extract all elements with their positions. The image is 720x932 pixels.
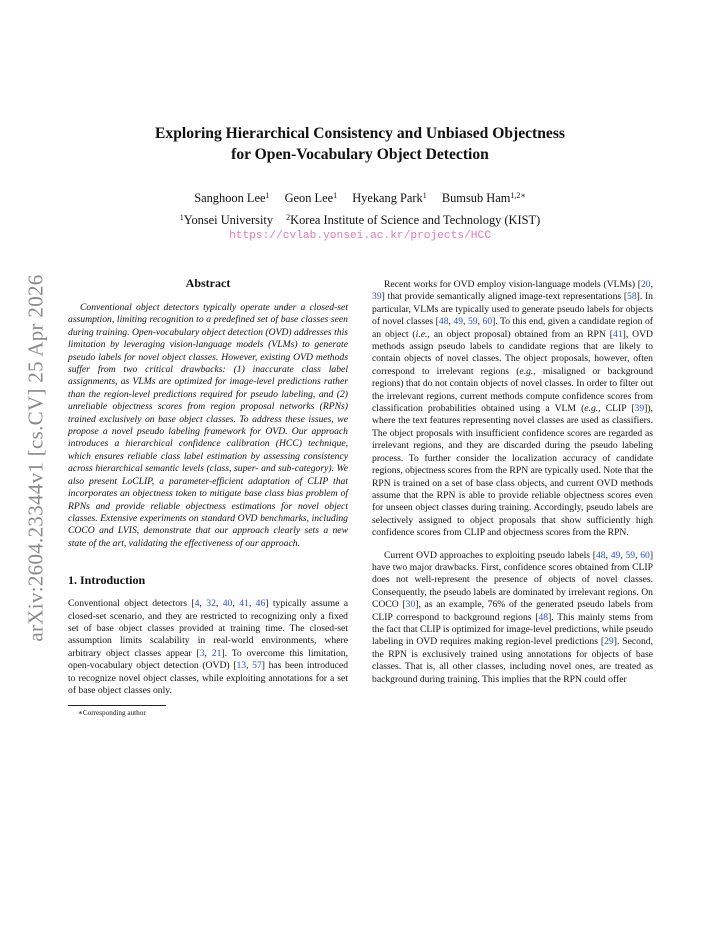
citation-link[interactable]: 48 — [538, 611, 549, 623]
citation-link[interactable]: 60 — [640, 549, 650, 561]
citation-link[interactable]: 49 — [610, 549, 621, 561]
text-run: ], OVD methods assign pseudo labels to candidate regions that are likely to contain objects of novel classes. The object proposals, however, often correspond to irrelevant regions ( — [372, 328, 654, 377]
text-run: , — [232, 598, 240, 610]
citation-link[interactable]: 3 — [199, 647, 205, 659]
text-run: , — [248, 598, 256, 610]
text-run: ] that provide semantically aligned image-text representations [ — [381, 291, 628, 303]
citation-link[interactable]: 21 — [211, 647, 222, 659]
citation-link[interactable]: 57 — [252, 660, 262, 672]
text-run: , — [448, 316, 454, 328]
citation-link[interactable]: 48 — [438, 316, 449, 328]
citation-link[interactable]: 58 — [627, 291, 637, 303]
abstract-heading: Abstract — [185, 276, 231, 290]
author: Sanghoon Lee$^1$ — [194, 191, 270, 205]
arxiv-stamp — [16, 258, 56, 658]
body-paragraph — [372, 550, 653, 686]
author-list — [100, 190, 620, 206]
citation-link[interactable]: 32 — [206, 598, 216, 610]
arxiv-id: arXiv:2604.23344v1 [cs.CV] 25 Apr 2026 — [23, 274, 48, 642]
citation-link[interactable]: 39 — [634, 403, 645, 415]
citation-link[interactable]: 60 — [482, 316, 493, 328]
text-run: , — [204, 647, 212, 659]
text-run: , — [620, 549, 626, 561]
text-run: , — [605, 549, 611, 561]
text-run: ] typically assume a closed-set scenario, and they are restricted to recognizing only a fixed set of base object classes provided at training time. The closed-set assumption limits scalability in real-world environments, where arbitrary object classes appear [ — [68, 598, 349, 659]
author: Geon Lee$^1$ — [284, 191, 338, 205]
text-run: ], as an example, 76% of the generated pseudo labels from CLIP correspond to background regions [ — [372, 599, 653, 623]
affiliation: $^1$Yonsei University — [179, 213, 274, 227]
text-run: ]), where the text features representing novel classes are used as classifiers. The object proposals with insufficient confidence scores are regarded as irrelevant regions, and they are discarded during the pseudo labeling process. To further consider the localization accuracy of candidate regions, objectness scores from the RPN are typically used. Note that the RPN is trained on a set of base class objects, and current OVD methods assume that the RPN is able to provide reliable objectness scores even for unseen object classes during training. Accordingly, pseudo labels are selectively assigned to object proposals that show sufficiently high confidence scores from CLIP and objectness scores from the RPN. — [372, 403, 653, 539]
text-run: , — [477, 316, 483, 328]
citation-link[interactable]: 13 — [236, 660, 247, 672]
citation-link[interactable]: 30 — [405, 599, 416, 611]
text-run: , — [650, 279, 653, 290]
text-run: , CLIP [ — [598, 403, 635, 415]
author: Bumsub Ham$^{1,2∗}$ — [441, 191, 526, 205]
text-run: ]. To overcome this limitation, open-vocabulary object detection (OVD) [ — [68, 647, 349, 672]
text-run: , — [635, 549, 641, 561]
text-run: ] has been introduced to recognize novel object classes, while exploiting annotations for a set of base object classes only. — [68, 660, 349, 696]
left-column — [68, 275, 348, 718]
citation-link[interactable]: 4 — [194, 598, 200, 610]
text-run: i.e. — [415, 328, 428, 340]
intro-paragraph — [68, 598, 348, 697]
text-run: ]. Second, the RPN is exclusively trained using annotations for objects of base classes. That is, all other classes, including novel ones, are treated as background during training. This implies that the RPN could offer — [372, 636, 654, 685]
title-line-2: for Open-Vocabulary Object Detection — [231, 146, 489, 163]
citation-link[interactable]: 20 — [640, 279, 651, 290]
text-run: , misaligned or background regions) that do not contain objects of novel classes. In order to filter out the irrelevant regions, current methods compute confidence scores from classification probabilities obtained using a VLM ( — [372, 365, 653, 415]
text-run: , an object proposal) obtained from an RPN [ — [427, 328, 613, 340]
text-run: e.g. — [519, 365, 534, 377]
text-run: Recent works for OVD employ vision-language models (VLMs) [ — [384, 279, 641, 290]
text-run: Conventional object detectors [ — [68, 598, 195, 610]
text-run: ]. To this end, given a candidate region of an object ( — [372, 316, 654, 340]
citation-link[interactable]: 46 — [255, 598, 266, 610]
text-run: ]. In particular, VLMs are typically used to generate pseudo labels for objects of novel classes [ — [372, 291, 653, 328]
citation-link[interactable]: 29 — [604, 636, 614, 648]
text-run: , — [246, 660, 253, 672]
citation-link[interactable]: 39 — [372, 291, 382, 303]
citation-link[interactable]: 41 — [613, 328, 623, 340]
footnote: ∗Corresponding author — [78, 709, 146, 718]
text-run: e.g. — [584, 403, 599, 415]
text-run: Current OVD approaches to exploiting pseudo labels [ — [384, 549, 596, 561]
text-run: ] have two major drawbacks. First, confidence scores obtained from CLIP does not well-represent the presence of objects of novel classes. Consequently, the pseudo labels are dominated by irrelevant regions. On COCO [ — [372, 549, 654, 611]
citation-link[interactable]: 59 — [625, 549, 636, 561]
abstract-text — [68, 302, 348, 550]
right-column — [372, 279, 653, 686]
text-run: Conventional object detectors typically operate under a closed-set assumption, limiting recognition to a predefined set of base classes seen during training. Open-vocabulary object detection (OVD) addresses this limitation by leveraging vision-language models (VLMs) to generate pseudo labels for novel object classes. However, existing OVD methods suffer from two critical drawbacks: (1) inaccurate class label assignments, as VLMs are optimized for image-level predictions rather than the region-level predictions required for pseudo labeling, and (2) unreliable objectness scores from region proposal networks (RPNs) trained exclusively on base object classes. To address these issues, we propose a novel pseudo labeling framework for OVD. Our approach introduces a hierarchical confidence calibration (HCC) technique, which ensures reliable class label estimation by assessing consistency across hierarchical semantic levels (class, super- and sub-category). We also present LoCLIP, a parameter-efficient adaptation of CLIP that incorporates an objectness token to mitigate base class bias problem of RPNs and provide reliable objectness estimations for novel object classes. Extensive experiments on standard OVD benchmarks, including COCO and LVIS, demonstrate that our approach clearly sets a new state of the art, validating the effectiveness of our approach. — [68, 302, 348, 549]
citation-link[interactable]: 59 — [467, 316, 478, 328]
citation-link[interactable]: 49 — [453, 316, 464, 328]
title-line-1: Exploring Hierarchical Consistency and Unbiased Objectness — [155, 125, 565, 142]
body-paragraph — [372, 279, 653, 540]
text-run: ]. This mainly stems from the fact that CLIP is optimized for image-level predictions, while pseudo labeling in OVD requires making region-level predictions [ — [372, 611, 653, 648]
citation-link[interactable]: 40 — [222, 598, 233, 610]
project-url-link[interactable]: https://cvlab.yonsei.ac.kr/projects/HCC — [229, 230, 491, 242]
affiliation: $^2$Korea Institute of Science and Technology (KIST) — [286, 213, 541, 227]
author: Hyekang Park$^1$ — [352, 191, 427, 205]
citation-link[interactable]: 41 — [239, 598, 249, 610]
text-run: , — [463, 316, 468, 328]
text-run: , — [215, 598, 223, 610]
text-run: , — [199, 598, 207, 610]
footnote-divider — [68, 705, 166, 706]
paper-title — [100, 123, 620, 165]
affiliation-list — [100, 212, 620, 228]
citation-link[interactable]: 48 — [595, 549, 606, 561]
section-heading-introduction: 1. Introduction — [68, 573, 146, 588]
